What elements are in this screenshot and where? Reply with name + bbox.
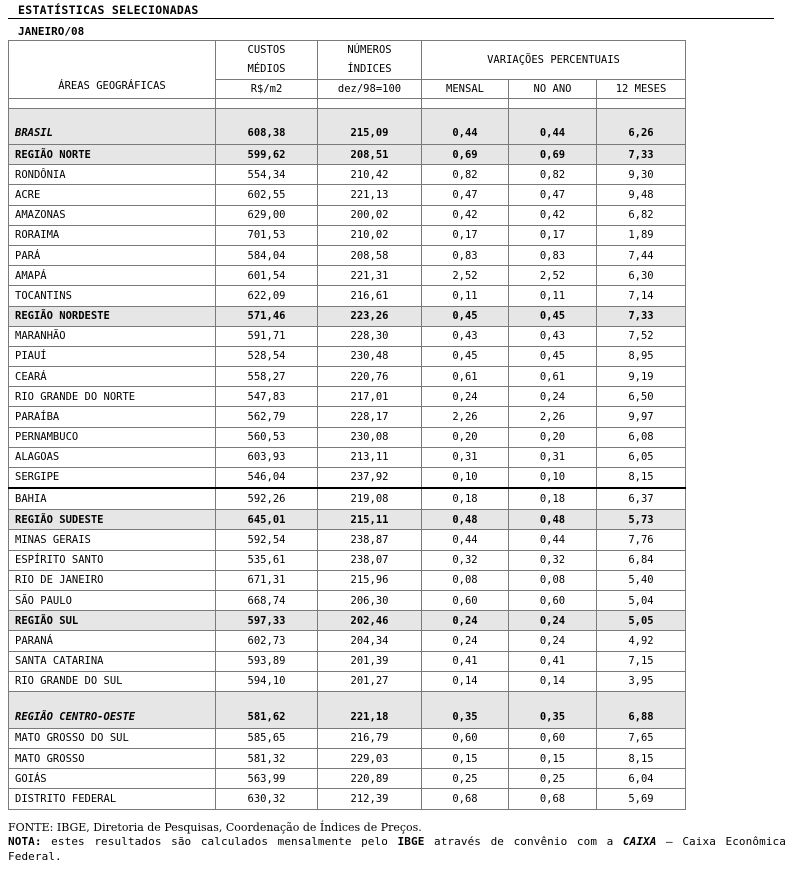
- table-row: [9, 570, 686, 590]
- area-name: SANTA CATARINA: [9, 651, 216, 671]
- area-name: RIO DE JANEIRO: [9, 570, 216, 590]
- var-12-meses: 3,95: [597, 671, 686, 691]
- var-no-ano: 0,44: [509, 109, 597, 145]
- area-name: MATO GROSSO DO SUL: [9, 728, 216, 748]
- var-no-ano: 0,45: [509, 346, 597, 366]
- var-12-meses: 6,84: [597, 550, 686, 570]
- custo-medio: 630,32: [216, 789, 318, 809]
- numero-indice: 212,39: [318, 789, 422, 809]
- numero-indice: 220,76: [318, 367, 422, 387]
- table-row: [9, 691, 686, 728]
- numero-indice: 220,89: [318, 769, 422, 789]
- area-name: BAHIA: [9, 488, 216, 510]
- area-name: CEARÁ: [9, 367, 216, 387]
- area-name: AMAZONAS: [9, 205, 216, 225]
- var-no-ano: 0,60: [509, 590, 597, 610]
- custo-medio: 571,46: [216, 306, 318, 326]
- var-no-ano: 0,14: [509, 671, 597, 691]
- header-area: [9, 41, 216, 99]
- numero-indice: 221,31: [318, 266, 422, 286]
- numero-indice: 208,58: [318, 245, 422, 265]
- var-12-meses: 7,14: [597, 286, 686, 306]
- var-mensal: 0,60: [422, 728, 509, 748]
- area-name: MATO GROSSO: [9, 749, 216, 769]
- var-12-meses: 9,97: [597, 407, 686, 427]
- var-12-meses: 5,40: [597, 570, 686, 590]
- area-name: SÃO PAULO: [9, 590, 216, 610]
- table-row: [9, 145, 686, 165]
- var-no-ano: 0,10: [509, 468, 597, 488]
- var-12-meses: 6,08: [597, 427, 686, 447]
- table-row: [9, 671, 686, 691]
- area-name: RONDÔNIA: [9, 165, 216, 185]
- area-name: SERGIPE: [9, 468, 216, 488]
- var-no-ano: 0,42: [509, 205, 597, 225]
- var-12-meses: 7,15: [597, 651, 686, 671]
- var-no-ano: 0,08: [509, 570, 597, 590]
- numero-indice: 215,96: [318, 570, 422, 590]
- var-mensal: 0,11: [422, 286, 509, 306]
- header-custos-line1: CUSTOS: [247, 44, 286, 56]
- spacer-row: [9, 99, 686, 109]
- var-mensal: 0,44: [422, 109, 509, 145]
- var-no-ano: 0,83: [509, 245, 597, 265]
- custo-medio: 599,62: [216, 145, 318, 165]
- var-12-meses: 6,82: [597, 205, 686, 225]
- custo-medio: 528,54: [216, 346, 318, 366]
- table-row: [9, 530, 686, 550]
- var-no-ano: 2,26: [509, 407, 597, 427]
- numero-indice: 238,87: [318, 530, 422, 550]
- custo-medio: 602,55: [216, 185, 318, 205]
- var-no-ano: 0,20: [509, 427, 597, 447]
- var-12-meses: 6,05: [597, 447, 686, 467]
- header-variacoes: [422, 41, 686, 80]
- var-no-ano: 0,41: [509, 651, 597, 671]
- var-mensal: 0,31: [422, 447, 509, 467]
- custo-medio: 558,27: [216, 367, 318, 387]
- custo-medio: 592,26: [216, 488, 318, 510]
- custo-medio: 602,73: [216, 631, 318, 651]
- period-label: JANEIRO/08: [18, 25, 85, 38]
- table-row: [9, 749, 686, 769]
- custo-medio: 585,65: [216, 728, 318, 748]
- table-row: [9, 447, 686, 467]
- var-no-ano: 0,25: [509, 769, 597, 789]
- var-12-meses: 4,92: [597, 631, 686, 651]
- numero-indice: 219,08: [318, 488, 422, 510]
- table-row: [9, 109, 686, 145]
- table-row: [9, 266, 686, 286]
- var-mensal: 0,32: [422, 550, 509, 570]
- table-row: [9, 611, 686, 631]
- custo-medio: 535,61: [216, 550, 318, 570]
- area-name: ACRE: [9, 185, 216, 205]
- numero-indice: 201,27: [318, 671, 422, 691]
- custo-medio: 560,53: [216, 427, 318, 447]
- table-row: [9, 387, 686, 407]
- note-part-1: estes resultados são calculados mensalmente pelo: [41, 835, 398, 848]
- header-variacoes-label: VARIAÇÕES PERCENTUAIS: [487, 54, 620, 66]
- custo-medio: 591,71: [216, 326, 318, 346]
- table-row: [9, 367, 686, 387]
- table-row: [9, 346, 686, 366]
- header-unit-custos: R$/m2: [216, 80, 318, 99]
- area-name: PIAUÍ: [9, 346, 216, 366]
- area-name: PARANÁ: [9, 631, 216, 651]
- custo-medio: 645,01: [216, 510, 318, 530]
- var-no-ano: 0,15: [509, 749, 597, 769]
- custo-medio: 554,34: [216, 165, 318, 185]
- numero-indice: 210,42: [318, 165, 422, 185]
- note-ibge: IBGE: [397, 835, 425, 848]
- header-mensal: MENSAL: [422, 80, 509, 99]
- var-12-meses: 5,73: [597, 510, 686, 530]
- page-title: ESTATÍSTICAS SELECIONADAS: [18, 3, 199, 17]
- source-note: FONTE: IBGE, Diretoria de Pesquisas, Coordenação de Índices de Preços.: [8, 821, 422, 834]
- note-text: [8, 834, 786, 864]
- custo-medio: 597,33: [216, 611, 318, 631]
- var-12-meses: 7,33: [597, 306, 686, 326]
- var-12-meses: 6,30: [597, 266, 686, 286]
- var-no-ano: 2,52: [509, 266, 597, 286]
- var-no-ano: 0,31: [509, 447, 597, 467]
- var-no-ano: 0,69: [509, 145, 597, 165]
- var-mensal: 2,26: [422, 407, 509, 427]
- table-row: [9, 306, 686, 326]
- table-row: [9, 165, 686, 185]
- custo-medio: 546,04: [216, 468, 318, 488]
- var-mensal: 0,45: [422, 346, 509, 366]
- var-mensal: 0,24: [422, 387, 509, 407]
- var-12-meses: 5,69: [597, 789, 686, 809]
- var-mensal: 0,61: [422, 367, 509, 387]
- table-row: [9, 427, 686, 447]
- numero-indice: 228,17: [318, 407, 422, 427]
- var-no-ano: 0,60: [509, 728, 597, 748]
- numero-indice: 223,26: [318, 306, 422, 326]
- var-mensal: 0,24: [422, 611, 509, 631]
- numero-indice: 230,08: [318, 427, 422, 447]
- var-no-ano: 0,18: [509, 488, 597, 510]
- table-row: [9, 407, 686, 427]
- var-mensal: 0,44: [422, 530, 509, 550]
- var-12-meses: 7,76: [597, 530, 686, 550]
- area-name: AMAPÁ: [9, 266, 216, 286]
- var-12-meses: 5,04: [597, 590, 686, 610]
- header-area-label: ÁREAS GEOGRÁFICAS: [58, 80, 166, 92]
- table-row: [9, 728, 686, 748]
- area-name: MARANHÃO: [9, 326, 216, 346]
- custo-medio: 547,83: [216, 387, 318, 407]
- custo-medio: 584,04: [216, 245, 318, 265]
- note-label: NOTA:: [8, 835, 42, 848]
- var-no-ano: 0,44: [509, 530, 597, 550]
- var-mensal: 0,60: [422, 590, 509, 610]
- var-mensal: 0,83: [422, 245, 509, 265]
- var-no-ano: 0,24: [509, 631, 597, 651]
- var-no-ano: 0,17: [509, 225, 597, 245]
- var-mensal: 0,08: [422, 570, 509, 590]
- var-mensal: 0,24: [422, 631, 509, 651]
- table-row: [9, 789, 686, 809]
- var-mensal: 0,41: [422, 651, 509, 671]
- var-12-meses: 8,95: [597, 346, 686, 366]
- var-12-meses: 9,19: [597, 367, 686, 387]
- var-12-meses: 7,65: [597, 728, 686, 748]
- numero-indice: 202,46: [318, 611, 422, 631]
- var-mensal: 0,17: [422, 225, 509, 245]
- header-unit-indices: dez/98=100: [318, 80, 422, 99]
- table-row: [9, 205, 686, 225]
- area-name: ESPÍRITO SANTO: [9, 550, 216, 570]
- header-no-ano: NO ANO: [509, 80, 597, 99]
- var-12-meses: 1,89: [597, 225, 686, 245]
- area-name: PARÁ: [9, 245, 216, 265]
- var-no-ano: 0,32: [509, 550, 597, 570]
- var-mensal: 0,35: [422, 691, 509, 728]
- header-row-main: [9, 41, 686, 80]
- custo-medio: 608,38: [216, 109, 318, 145]
- var-12-meses: 9,30: [597, 165, 686, 185]
- numero-indice: 238,07: [318, 550, 422, 570]
- area-name: REGIÃO NORDESTE: [9, 306, 216, 326]
- table-row: [9, 550, 686, 570]
- var-mensal: 0,25: [422, 769, 509, 789]
- numero-indice: 228,30: [318, 326, 422, 346]
- table-row: [9, 510, 686, 530]
- numero-indice: 230,48: [318, 346, 422, 366]
- custo-medio: 563,99: [216, 769, 318, 789]
- numero-indice: 237,92: [318, 468, 422, 488]
- title-divider: [8, 18, 774, 19]
- var-no-ano: 0,61: [509, 367, 597, 387]
- numero-indice: 216,61: [318, 286, 422, 306]
- var-mensal: 0,47: [422, 185, 509, 205]
- table-row: [9, 245, 686, 265]
- area-name: BRASIL: [9, 109, 216, 145]
- table-row: [9, 326, 686, 346]
- table-row: [9, 185, 686, 205]
- numero-indice: 215,09: [318, 109, 422, 145]
- header-numeros-line2: ÍNDICES: [347, 63, 392, 75]
- var-12-meses: 7,33: [597, 145, 686, 165]
- area-name: RIO GRANDE DO SUL: [9, 671, 216, 691]
- table-row: [9, 225, 686, 245]
- var-12-meses: 6,50: [597, 387, 686, 407]
- area-name: ALAGOAS: [9, 447, 216, 467]
- area-name: PERNAMBUCO: [9, 427, 216, 447]
- var-no-ano: 0,43: [509, 326, 597, 346]
- numero-indice: 201,39: [318, 651, 422, 671]
- var-mensal: 0,18: [422, 488, 509, 510]
- numero-indice: 200,02: [318, 205, 422, 225]
- var-no-ano: 0,45: [509, 306, 597, 326]
- var-no-ano: 0,47: [509, 185, 597, 205]
- header-custos-line2: MÉDIOS: [247, 63, 286, 75]
- numero-indice: 216,79: [318, 728, 422, 748]
- var-mensal: 2,52: [422, 266, 509, 286]
- area-name: RIO GRANDE DO NORTE: [9, 387, 216, 407]
- table-row: [9, 488, 686, 510]
- var-mensal: 0,69: [422, 145, 509, 165]
- header-numeros: [318, 41, 422, 80]
- table-row: [9, 286, 686, 306]
- var-12-meses: 6,04: [597, 769, 686, 789]
- var-no-ano: 0,68: [509, 789, 597, 809]
- var-mensal: 0,14: [422, 671, 509, 691]
- table-row: [9, 651, 686, 671]
- table-row: [9, 590, 686, 610]
- var-no-ano: 0,48: [509, 510, 597, 530]
- note-part-3: – Caixa Econômica Federal.: [8, 835, 786, 863]
- area-name: PARAÍBA: [9, 407, 216, 427]
- custo-medio: 629,00: [216, 205, 318, 225]
- note-caixa: CAIXA: [622, 835, 657, 848]
- var-12-meses: 7,44: [597, 245, 686, 265]
- numero-indice: 208,51: [318, 145, 422, 165]
- area-name: REGIÃO CENTRO-OESTE: [9, 691, 216, 728]
- var-mensal: 0,68: [422, 789, 509, 809]
- custo-medio: 668,74: [216, 590, 318, 610]
- custo-medio: 581,62: [216, 691, 318, 728]
- var-12-meses: 6,26: [597, 109, 686, 145]
- area-name: RORAIMA: [9, 225, 216, 245]
- numero-indice: 221,18: [318, 691, 422, 728]
- area-name: DISTRITO FEDERAL: [9, 789, 216, 809]
- numero-indice: 217,01: [318, 387, 422, 407]
- area-name: REGIÃO SUL: [9, 611, 216, 631]
- var-12-meses: 9,48: [597, 185, 686, 205]
- area-name: REGIÃO NORTE: [9, 145, 216, 165]
- area-name: GOIÁS: [9, 769, 216, 789]
- custo-medio: 592,54: [216, 530, 318, 550]
- numero-indice: 210,02: [318, 225, 422, 245]
- custo-medio: 562,79: [216, 407, 318, 427]
- table-row: [9, 769, 686, 789]
- header-numeros-line1: NÚMEROS: [347, 44, 392, 56]
- var-12-meses: 8,15: [597, 749, 686, 769]
- note-part-2: através de convênio com a: [424, 835, 623, 848]
- custo-medio: 671,31: [216, 570, 318, 590]
- var-no-ano: 0,82: [509, 165, 597, 185]
- numero-indice: 229,03: [318, 749, 422, 769]
- var-12-meses: 7,52: [597, 326, 686, 346]
- var-mensal: 0,42: [422, 205, 509, 225]
- var-mensal: 0,15: [422, 749, 509, 769]
- var-12-meses: 5,05: [597, 611, 686, 631]
- var-mensal: 0,10: [422, 468, 509, 488]
- var-mensal: 0,45: [422, 306, 509, 326]
- header-custos: [216, 41, 318, 80]
- numero-indice: 221,13: [318, 185, 422, 205]
- var-no-ano: 0,11: [509, 286, 597, 306]
- custo-medio: 594,10: [216, 671, 318, 691]
- custo-medio: 603,93: [216, 447, 318, 467]
- var-mensal: 0,82: [422, 165, 509, 185]
- footer: [8, 821, 786, 864]
- var-12-meses: 8,15: [597, 468, 686, 488]
- custo-medio: 601,54: [216, 266, 318, 286]
- area-name: TOCANTINS: [9, 286, 216, 306]
- area-name: MINAS GERAIS: [9, 530, 216, 550]
- numero-indice: 204,34: [318, 631, 422, 651]
- var-12-meses: 6,88: [597, 691, 686, 728]
- custo-medio: 593,89: [216, 651, 318, 671]
- numero-indice: 206,30: [318, 590, 422, 610]
- header-12-meses: 12 MESES: [597, 80, 686, 99]
- custo-medio: 701,53: [216, 225, 318, 245]
- var-no-ano: 0,24: [509, 611, 597, 631]
- var-no-ano: 0,24: [509, 387, 597, 407]
- var-mensal: 0,20: [422, 427, 509, 447]
- var-no-ano: 0,35: [509, 691, 597, 728]
- table-row: [9, 631, 686, 651]
- var-mensal: 0,43: [422, 326, 509, 346]
- var-mensal: 0,48: [422, 510, 509, 530]
- numero-indice: 215,11: [318, 510, 422, 530]
- custo-medio: 622,09: [216, 286, 318, 306]
- area-name: REGIÃO SUDESTE: [9, 510, 216, 530]
- custo-medio: 581,32: [216, 749, 318, 769]
- table-row: [9, 468, 686, 488]
- var-12-meses: 6,37: [597, 488, 686, 510]
- numero-indice: 213,11: [318, 447, 422, 467]
- statistics-table: [8, 40, 686, 810]
